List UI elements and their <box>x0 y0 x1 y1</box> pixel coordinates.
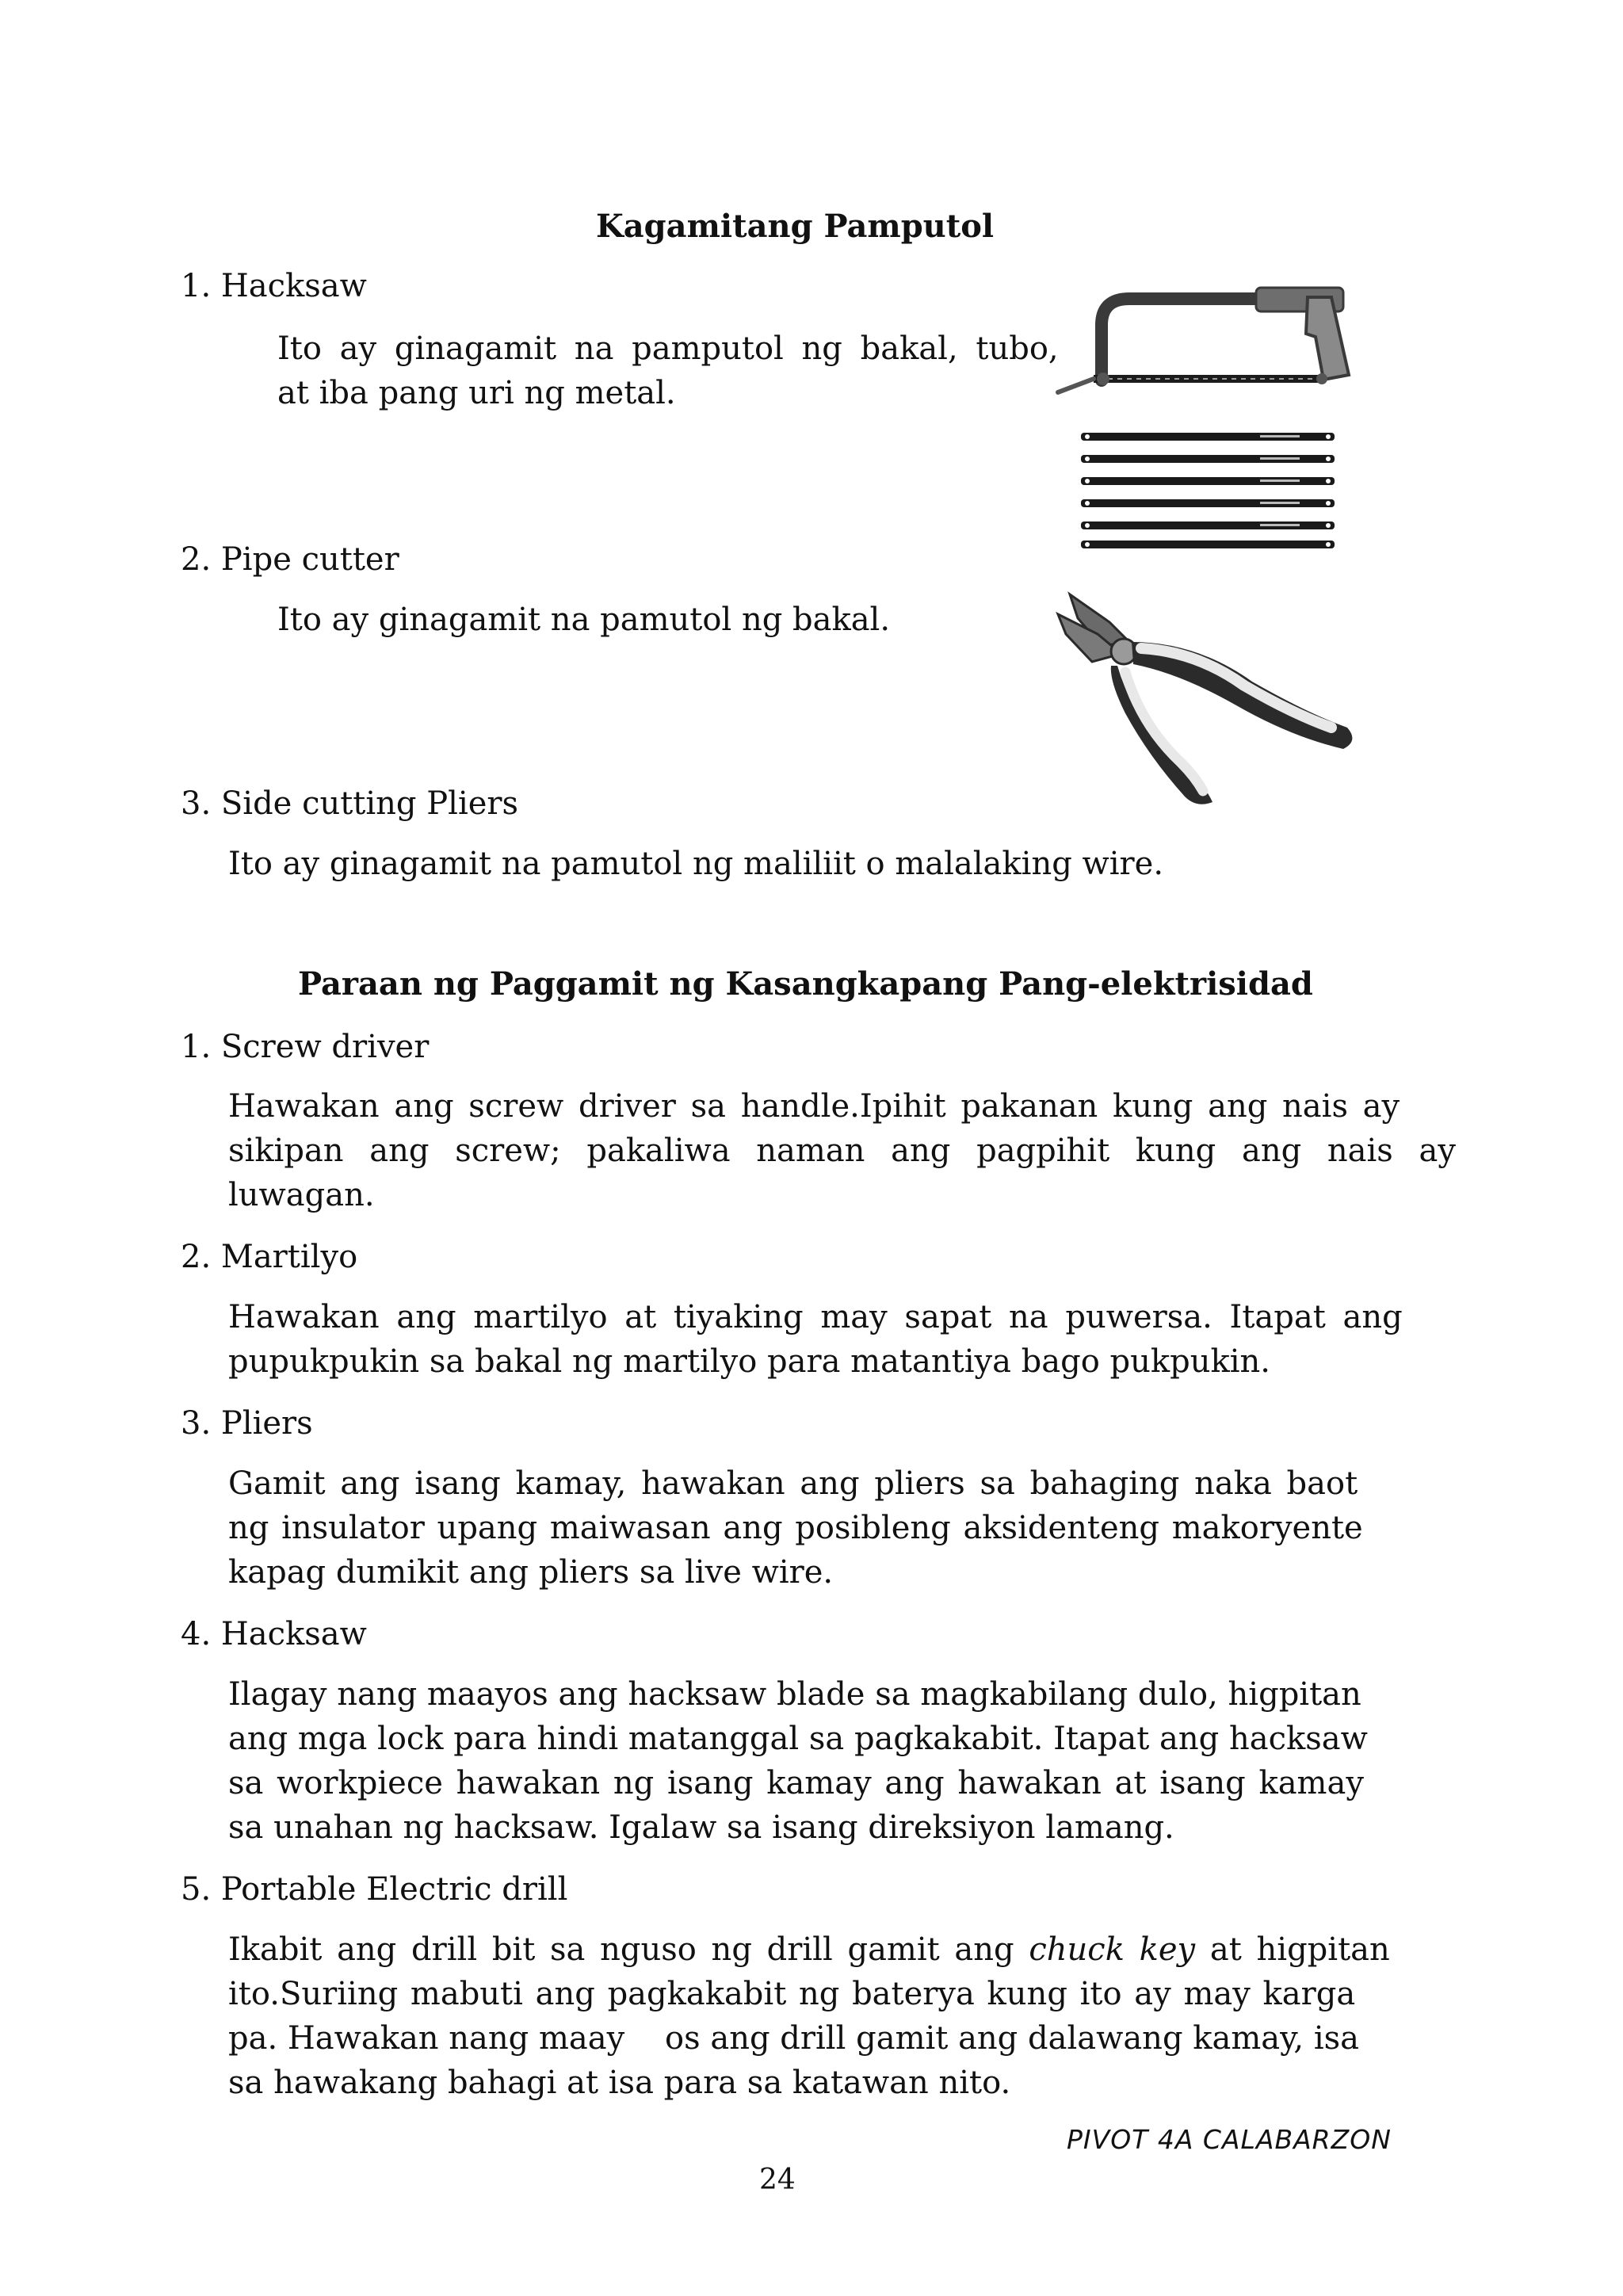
martilyo-line1: Hawakan ang martilyo at tiyaking may sapat na puwersa. Itapat ang <box>228 1299 1403 1335</box>
electric-drill-line2: ito.Suriing mabuti ang pagkakabit ng baterya kung ito ay may karga <box>228 1976 1356 2012</box>
hacksaw-usage-line2: ang mga lock para hindi matanggal sa pagkakabit. Itapat ang hacksaw <box>228 1721 1368 1757</box>
hacksaw-usage-line1: Ilagay nang maayos ang hacksaw blade sa magkabilang dulo, higpitan <box>228 1676 1361 1713</box>
page-number: 24 <box>759 2164 796 2196</box>
item-label-side-cutting-pliers: 3. Side cutting Pliers <box>181 785 519 822</box>
item-label-screw-driver: 1. Screw driver <box>181 1029 430 1065</box>
item-desc-side-cutting-pliers: Ito ay ginagamit na pamutol ng maliliit o malalaking wire. <box>228 846 1164 882</box>
item-desc-hacksaw-line1: Ito ay ginagamit na pamputol ng bakal, tubo, <box>277 330 1059 367</box>
section1-heading: Kagamitang Pamputol <box>596 208 995 245</box>
hacksaw-blades-icon <box>1078 425 1339 552</box>
item-label-hacksaw-usage: 4. Hacksaw <box>181 1616 367 1652</box>
pliers-line3: kapag dumikit ang pliers sa live wire. <box>228 1554 834 1591</box>
hacksaw-icon <box>1054 281 1371 400</box>
section2-heading: Paraan ng Paggamit ng Kasangkapang Pang-elektrisidad <box>298 965 1313 1003</box>
item-label-martilyo: 2. Martilyo <box>181 1239 358 1275</box>
item-label-pliers: 3. Pliers <box>181 1405 313 1442</box>
electric-drill-line1: Ikabit ang drill bit sa nguso ng drill gamit ang chuck key at higpitan <box>228 1931 1390 1968</box>
electric-drill-line3: pa. Hawakan nang maay os ang drill gamit ang dalawang kamay, isa <box>228 2020 1360 2057</box>
hacksaw-usage-line3: sa workpiece hawakan ng isang kamay ang hawakan at isang kamay <box>228 1765 1364 1801</box>
martilyo-line2: pupukpukin sa bakal ng martilyo para matantiya bago pukpukin. <box>228 1343 1270 1380</box>
pliers-line1: Gamit ang isang kamay, hawakan ang pliers sa bahaging naka baot <box>228 1465 1358 1502</box>
hacksaw-usage-line4: sa unahan ng hacksaw. Igalaw sa isang direksiyon lamang. <box>228 1809 1174 1846</box>
side-cutting-pliers-icon <box>1054 586 1363 808</box>
screw-driver-line1: Hawakan ang screw driver sa handle.Ipihit pakanan kung ang nais ay <box>228 1088 1400 1125</box>
item-desc-pipe-cutter: Ito ay ginagamit na pamutol ng bakal. <box>277 602 891 638</box>
footer-organization: PIVOT 4A CALABARZON <box>1067 2124 1392 2155</box>
electric-drill-line4: sa hawakang bahagi at isa para sa katawan nito. <box>228 2065 1011 2101</box>
screw-driver-line2: sikipan ang screw; pakaliwa naman ang pagpihit kung ang nais ay <box>228 1133 1456 1169</box>
pliers-line2: ng insulator upang maiwasan ang posibleng aksidenteng makoryente <box>228 1510 1363 1546</box>
item-label-hacksaw: 1. Hacksaw <box>181 268 367 304</box>
item-label-pipe-cutter: 2. Pipe cutter <box>181 541 399 578</box>
item-desc-hacksaw-line2: at iba pang uri ng metal. <box>277 375 676 411</box>
screw-driver-line3: luwagan. <box>228 1177 375 1213</box>
item-label-electric-drill: 5. Portable Electric drill <box>181 1871 568 1908</box>
